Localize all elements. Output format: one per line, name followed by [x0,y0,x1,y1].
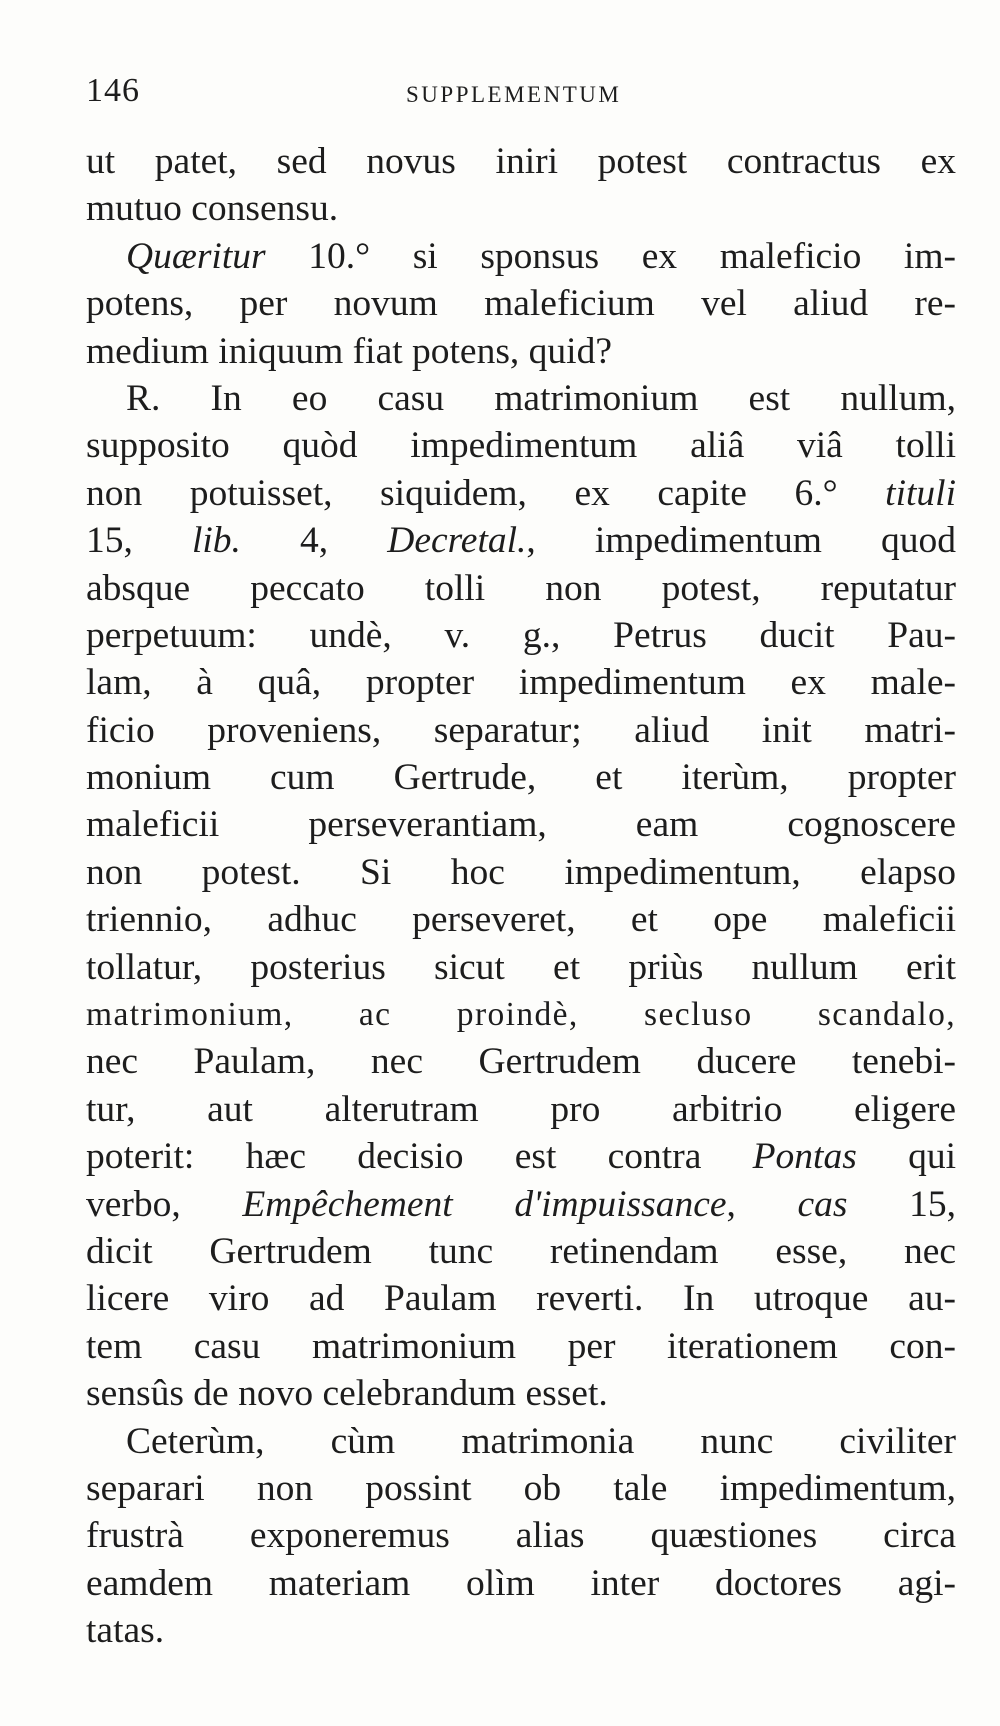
text-line [86,612,956,659]
text-segment: licere viro ad Paulam reverti. In utroque au- [86,1278,956,1320]
text-line [86,1323,956,1370]
text-segment: perpetuum: undè, v. g., Petrus ducit Pau- [86,614,956,656]
text-segment: non potuisset, siquidem, ex capite 6.° [86,472,886,514]
text-line [86,1181,956,1228]
text-line [86,801,956,848]
text-segment: tur, aut alterutram pro arbitrio eligere [86,1088,956,1130]
text-line [86,659,956,706]
text-line [86,1133,956,1180]
text-segment: tatas. [86,1610,165,1652]
text-segment: , impedimentum quod [526,520,956,562]
text-segment: maleficii perseverantiam, eam cognoscere [86,804,956,846]
text-segment: medium iniquum fiat potens, quid? [86,330,612,372]
text-line [86,233,956,280]
italic-text: cas [797,1183,848,1225]
text-segment: , [726,1183,798,1225]
text-segment: separari non possint ob tale impedimentum, [86,1467,956,1509]
text-line [86,1607,956,1654]
text-segment: verbo, [86,1183,243,1225]
text-line [86,991,956,1038]
text-line [86,849,956,896]
text-segment: ut patet, sed novus iniri potest contractus ex [86,141,956,182]
body-text [86,138,956,1655]
text-segment: R. In eo casu matrimonium est nullum, [126,377,956,419]
italic-text: Empêchement d'impuissance [242,1183,727,1225]
text-line [86,754,956,801]
text-segment: frustrà exponeremus alias quæstiones circa [86,1515,956,1557]
page-header [86,72,956,112]
text-line [86,1370,956,1417]
text-line [86,565,956,612]
text-segment: sensûs de novo celebrandum esset. [86,1373,608,1415]
italic-text: Decretal. [387,520,527,562]
text-line [86,470,956,517]
text-line [86,280,956,327]
text-segment: absque peccato tolli non potest, reputatur [86,567,956,609]
italic-text: lib. [191,520,241,562]
text-segment: matrimonium, ac proindè, secluso scandalo, [86,996,956,1034]
italic-text: tituli [885,472,956,514]
italic-text: Pontas [752,1136,857,1178]
text-line [86,896,956,943]
running-head: SUPPLEMENTUM [406,82,622,107]
text-segment: tollatur, posterius sicut et priùs nullum erit [86,946,956,988]
text-segment: triennio, adhuc perseveret, et ope maleficii [86,899,956,941]
text-segment: qui [856,1136,956,1178]
text-segment: 4, [240,520,388,562]
text-segment: non potest. Si hoc impedimentum, elapso [86,851,956,893]
text-segment: tem casu matrimonium per iterationem con- [86,1325,956,1367]
text-segment: poterit: hæc decisio est contra [86,1136,753,1178]
text-line [86,1512,956,1559]
text-segment: 10.° si sponsus ex maleficio im- [265,235,956,277]
text-line [86,328,956,375]
text-line [86,1560,956,1607]
text-segment: nec Paulam, nec Gertrudem ducere tenebi- [86,1041,956,1083]
text-line [86,1086,956,1133]
text-segment: eamdem materiam olìm inter doctores agi- [86,1562,956,1604]
text-line [86,707,956,754]
text-line [86,517,956,564]
text-line [86,185,956,232]
text-line [86,1228,956,1275]
text-segment: 15, [86,520,192,562]
text-line [86,1418,956,1465]
text-line [86,1275,956,1322]
text-segment: supposito quòd impedimentum aliâ viâ tolli [86,425,956,467]
text-segment: ficio proveniens, separatur; aliud init matri- [86,709,956,751]
text-line [86,1038,956,1085]
text-segment: mutuo consensu. [86,188,339,230]
italic-text: Quæritur [126,235,266,277]
text-line [86,1465,956,1512]
text-line [86,422,956,469]
text-line [86,138,956,185]
text-line [86,375,956,422]
text-segment: monium cum Gertrude, et iterùm, propter [86,757,956,799]
page-number: 146 [86,72,140,109]
text-segment: dicit Gertrudem tunc retinendam esse, nec [86,1230,956,1272]
text-segment: lam, à quâ, propter impedimentum ex male- [86,662,956,704]
text-segment: Ceterùm, cùm matrimonia nunc civiliter [126,1420,956,1462]
text-segment: 15, [847,1183,956,1225]
text-segment: potens, per novum maleficium vel aliud re- [86,283,956,325]
text-line [86,944,956,991]
